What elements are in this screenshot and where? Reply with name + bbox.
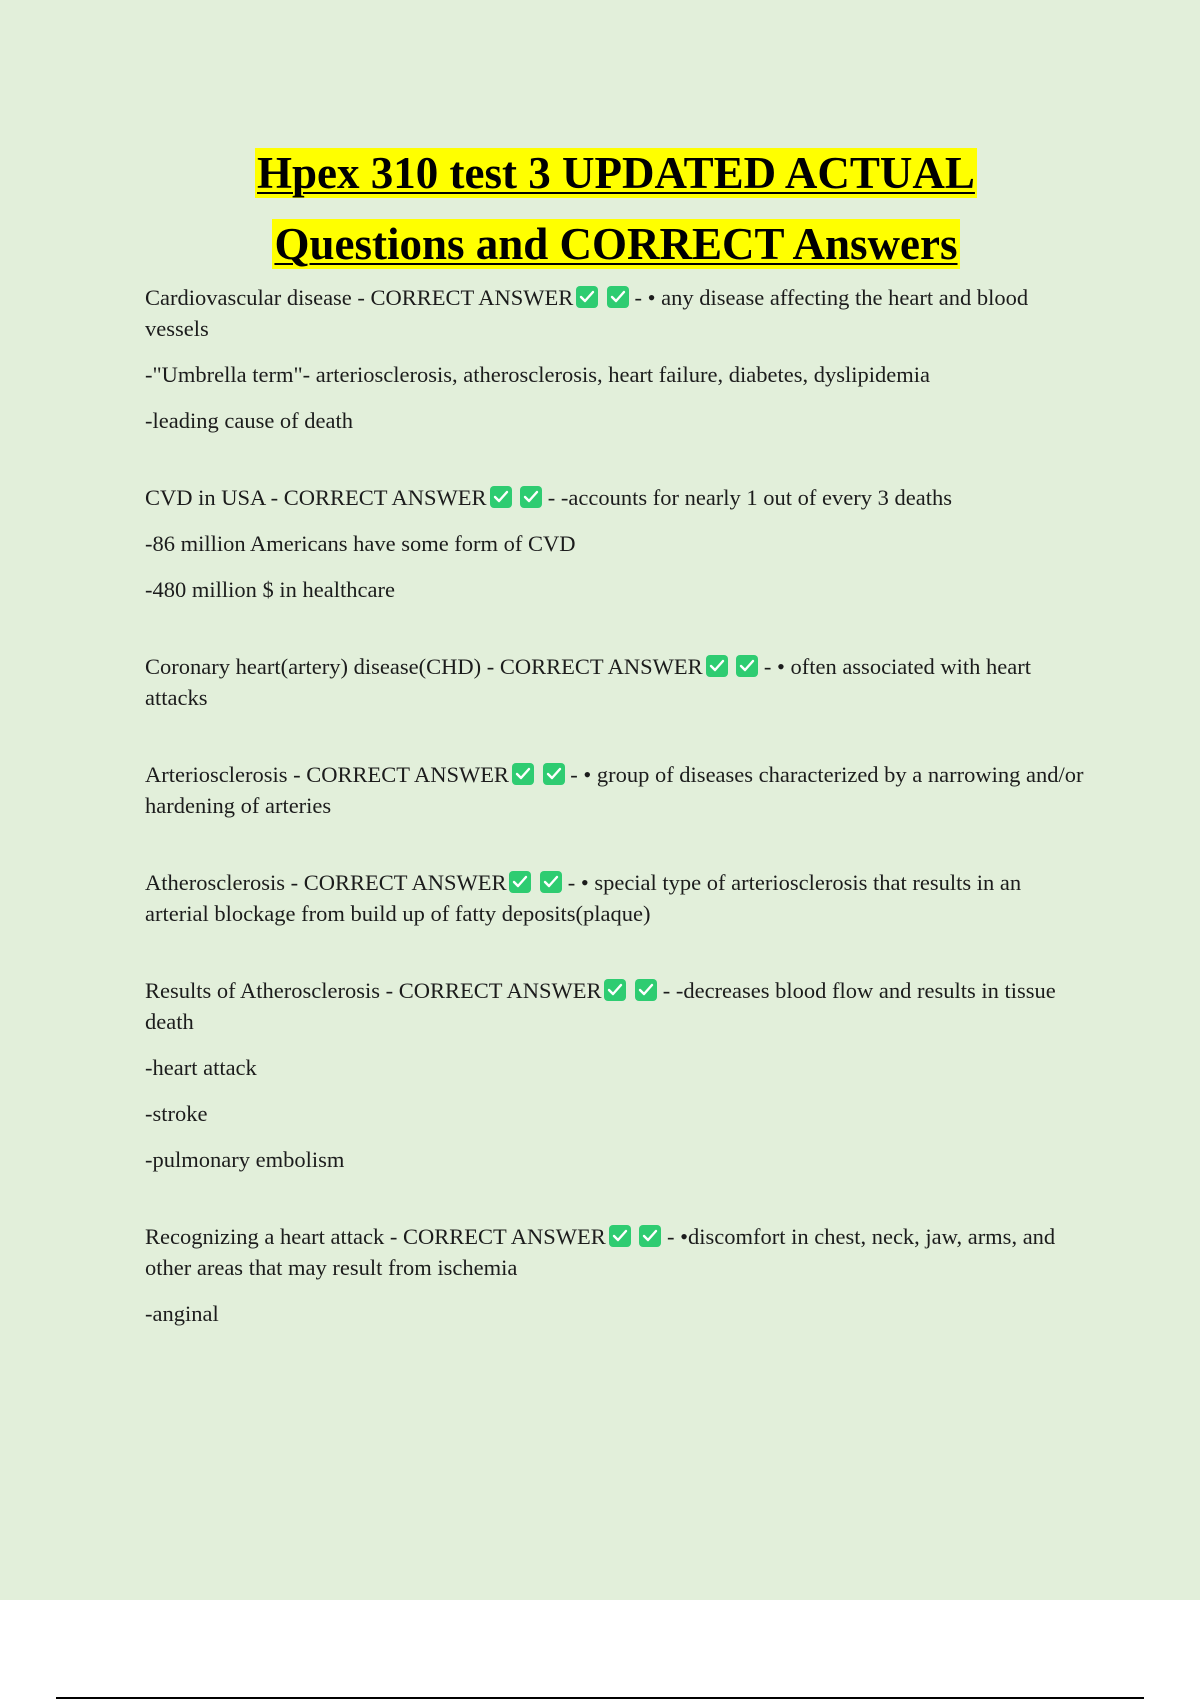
check-box-icon [635,979,657,1001]
answer-text: - •discomfort in chest, neck, jaw, arms, and other areas that may result from ischemia [145,1224,1056,1280]
check-box-icon [604,979,626,1001]
title-line-1: Hpex 310 test 3 UPDATED ACTUAL [257,148,975,198]
question-term: Cardiovascular disease - CORRECT ANSWER [145,285,574,310]
check-box-icon [639,1225,661,1247]
question-term: Arteriosclerosis - CORRECT ANSWER [145,762,509,787]
qa-line [145,867,1090,929]
check-box-icon [576,286,598,308]
question-term: Results of Atherosclerosis - CORRECT ANSWER [145,978,602,1003]
question-term: Coronary heart(artery) disease(CHD) - CORRECT ANSWER [145,654,703,679]
answer-text: - • group of diseases characterized by a narrowing and/or hardening of arteries [145,762,1084,818]
qa-list [145,282,1090,1375]
answer-detail-line: -stroke [145,1101,208,1126]
qa-entry [145,1221,1090,1329]
answer-text: - • special type of arteriosclerosis that results in an arterial blockage from build up of fatty deposits(plaque) [145,870,1022,926]
answer-text: - -decreases blood flow and results in tissue death [145,978,1056,1034]
check-box-icon [520,486,542,508]
check-box-icon [607,286,629,308]
qa-line [145,759,1090,821]
document-title [0,143,1200,285]
check-box-icon [543,763,565,785]
qa-entry [145,759,1090,821]
check-box-icon [509,871,531,893]
answer-detail-line: -leading cause of death [145,408,354,433]
check-box-icon [609,1225,631,1247]
check-box-icon [490,486,512,508]
footer-divider [56,1697,1144,1699]
answer-detail-line: -86 million Americans have some form of CVD [145,531,576,556]
answer-text: - -accounts for nearly 1 out of every 3 deaths [547,485,952,510]
check-box-icon [706,655,728,677]
qa-line [145,1221,1090,1283]
answer-detail-line: -"Umbrella term"- arteriosclerosis, atherosclerosis, heart failure, diabetes, dyslipidemia [145,362,930,387]
check-box-icon [512,763,534,785]
answer-text: - • often associated with heart attacks [145,654,1031,710]
answer-detail-line: -anginal [145,1301,219,1326]
check-box-icon [736,655,758,677]
title-line-2: Questions and CORRECT Answers [274,219,958,269]
qa-line [145,282,1090,344]
qa-line [145,482,1090,513]
qa-entry [145,482,1090,605]
question-term: CVD in USA - CORRECT ANSWER [145,485,487,510]
qa-line [145,975,1090,1037]
answer-detail-line: -heart attack [145,1055,257,1080]
answer-detail-line: -pulmonary embolism [145,1147,345,1172]
check-box-icon [540,871,562,893]
answer-text: - • any disease affecting the heart and blood vessels [145,285,1029,341]
qa-entry [145,975,1090,1175]
question-term: Recognizing a heart attack - CORRECT ANSWER [145,1224,606,1249]
qa-entry [145,651,1090,713]
qa-entry [145,867,1090,929]
qa-entry [145,282,1090,436]
qa-line [145,651,1090,713]
answer-detail-line: -480 million $ in healthcare [145,577,395,602]
question-term: Atherosclerosis - CORRECT ANSWER [145,870,507,895]
